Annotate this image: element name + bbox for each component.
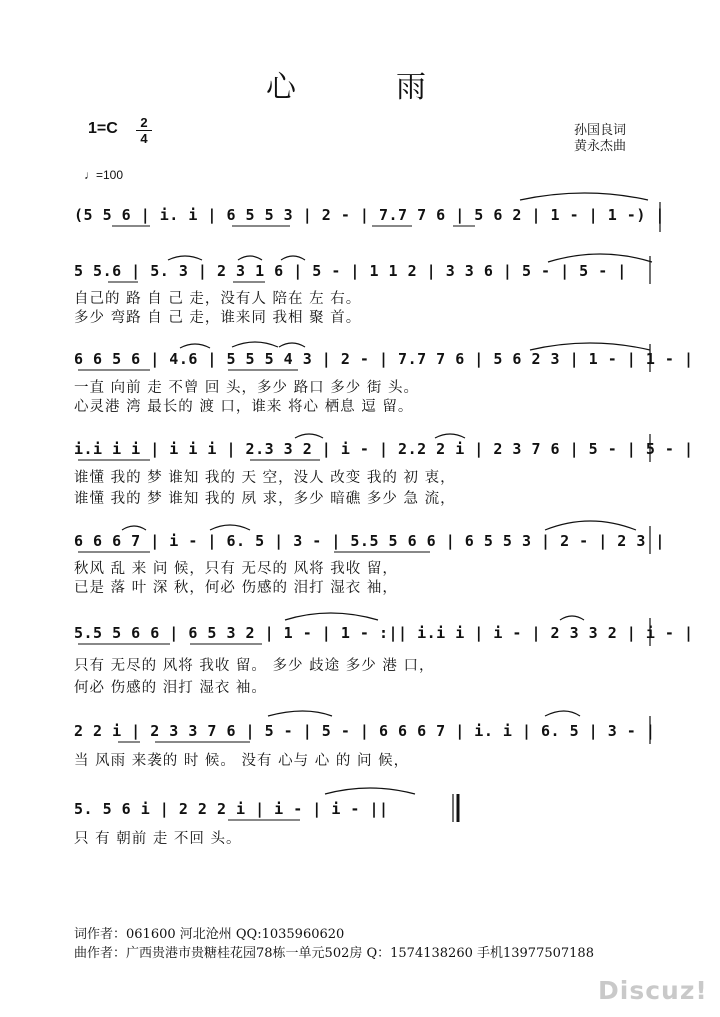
lyric-row-5-verse-1: 秋风 乱 来 问 候，只有 无尽的 风将 我收 留，: [74, 561, 398, 577]
footer-lyricist-info: 词作者：061600 河北沧州 QQ:1035960620: [74, 927, 345, 942]
lyric-row-7-verse-1: 当 风雨 来袭的 时 候。 没有 心与 心 的 问 候，: [74, 753, 410, 769]
notation-row-5: 6 6 6 7 | i - | 6. 5 | 3 - | 5.5 5 6 6 | 6 5 5 3 | 2 - | 2 3 |: [74, 532, 665, 550]
notation-row-3: 6 6 5 6 | 4.6 | 5 5 5 4 3 | 2 - | 7.7 7 6 | 5 6 2 3 | 1 - | 1 - |: [74, 350, 694, 368]
lyric-row-6-verse-1: 只有 无尽的 风将 我收 留。 多少 歧途 多少 港 口，: [74, 658, 435, 674]
lyric-row-4-verse-1: 谁懂 我的 梦 谁知 我的 天 空，没人 改变 我的 初 衷，: [74, 470, 456, 486]
notation-row-8: 5. 5 6 i | 2 2 2 i | i - | i - ||: [74, 800, 389, 818]
lyric-row-6-verse-2: 何必 伤感的 泪打 湿衣 袖。: [74, 680, 267, 696]
lyric-row-2-verse-1: 自己的 路 自 己 走，没有人 陪在 左 右。: [74, 291, 362, 307]
key-signature: 1=C: [88, 120, 118, 137]
watermark: Discuz!: [598, 976, 708, 1005]
notation-row-6: 5.5 5 6 6 | 6 5 3 2 | 1 - | 1 - :|| i.i i | i - | 2 3 3 2 | i - |: [74, 624, 694, 642]
footer-composer-info: 曲作者：广西贵港市贵糖桂花园78栋一单元502房 Q：1574138260 手机13977507188: [74, 946, 594, 961]
title-char-2: 雨: [396, 70, 428, 105]
lyricist: 孙国良词: [574, 123, 627, 138]
notation-row-1: (5 5 6 | i. i | 6 5 5 3 | 2 - | 7.7 7 6 | 5 6 2 | 1 - | 1 -) |: [74, 206, 665, 224]
title-char-1: 心: [266, 70, 298, 105]
meter-bottom: 4: [140, 131, 148, 146]
notation-row-4: i.i i i | i i i | 2.3 3 2 | i - | 2.2 2 i | 2 3 7 6 | 5 - | 5 - |: [74, 440, 694, 458]
notation-row-7: 2 2 i | 2 3 3 7 6 | 5 - | 5 - | 6 6 6 7 | i. i | 6. 5 | 3 - |: [74, 722, 656, 740]
lyric-row-5-verse-2: 已是 落 叶 深 秋，何必 伤感的 泪打 湿衣 袖，: [74, 580, 398, 596]
lyric-row-3-verse-2: 心灵港 湾 最长的 渡 口，谁来 将心 栖息 逗 留。: [74, 399, 414, 415]
lyric-row-3-verse-1: 一直 向前 走 不曾 回 头，多少 路口 多少 街 头。: [74, 380, 419, 396]
tempo-marking: ♩=100: [84, 168, 124, 182]
composer: 黄永杰曲: [574, 139, 627, 154]
lyric-row-4-verse-2: 谁懂 我的 梦 谁知 我的 夙 求，多少 暗礁 多少 急 流，: [74, 491, 456, 507]
notation-row-2: 5 5.6 | 5. 3 | 2 3 1 6 | 5 - | 1 1 2 | 3 3 6 | 5 - | 5 - |: [74, 262, 627, 280]
lyric-row-2-verse-2: 多少 弯路 自 己 走，谁来同 我相 聚 首。: [74, 310, 362, 326]
meter-top: 2: [140, 115, 148, 130]
lyric-row-8-verse-1: 只 有 朝前 走 不回 头。: [74, 831, 242, 847]
